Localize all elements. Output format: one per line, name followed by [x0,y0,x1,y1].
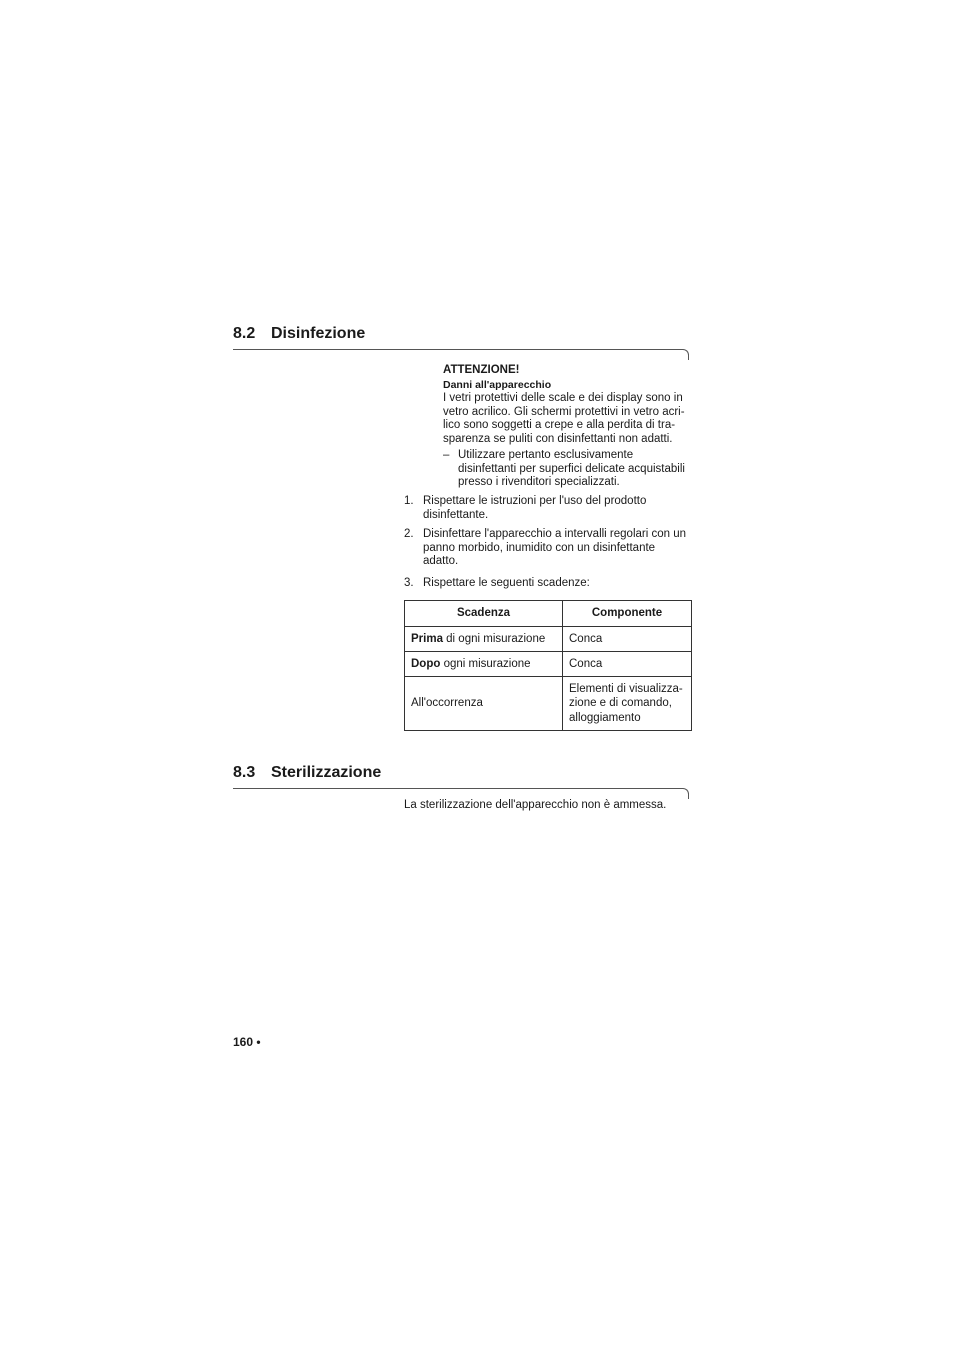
section-heading-disinfection [233,325,365,343]
step-text [423,528,694,569]
step-text [423,495,694,522]
section-rule [233,788,682,789]
step-number: 3. [404,577,414,589]
cell-line: alloggiamento [569,711,641,724]
step-line: disinfettante. [423,508,489,521]
dash-item-text [458,449,693,490]
section-number: 8.2 [233,325,256,342]
section-title: Sterilizzazione [271,764,382,781]
table-cell: Conca [563,627,692,652]
warning-line: lico sono soggetti a crepe e alla perdita di tra- [443,419,676,432]
step-line: Disinfettare l'apparecchio a intervalli regolari con un [423,528,687,540]
section-rule-corner [682,788,689,799]
cell-text: di ogni misurazione [442,632,546,645]
cell-bold: Prima [411,632,443,645]
table-cell: Conca [563,652,692,677]
step-number: 2. [404,528,414,540]
dash-bullet: – [443,449,450,461]
dash-item-line: Utilizzare pertanto esclusivamente [458,449,634,461]
table-cell [405,627,563,652]
cell-line: Elementi di visualizza- [569,682,683,695]
section-heading-sterilization [233,764,381,782]
warning-title: ATTENZIONE! [443,364,520,376]
warning-line: vetro acrilico. Gli schermi protettivi in vetro acri- [443,405,685,418]
step-line: panno morbido, inumidito con un disinfettante [423,541,656,554]
table-header: Scadenza [405,601,563,627]
cell-bold: Dopo [411,657,441,670]
step-line: Rispettare le seguenti scadenze: [423,577,590,589]
warning-subtitle: Danni all'apparecchio [443,379,552,391]
table-row [405,627,692,652]
section-title: Disinfezione [271,325,366,342]
table-header: Componente [563,601,692,627]
section-rule [233,349,682,350]
dash-item-line: presso i rivenditori specializzati. [458,476,620,489]
section-rule-corner [682,349,689,360]
cell-text: ogni misurazione [440,657,531,670]
step-text [423,577,694,591]
table-cell [405,652,563,677]
section-number: 8.3 [233,764,256,781]
dash-item-line: disinfettanti per superfici delicate acquistabili [458,462,685,475]
step-number: 1. [404,495,414,507]
step-line: adatto. [423,555,459,568]
cell-line: zione e di comando, [569,697,672,710]
warning-line: sparenza se puliti con disinfettanti non adatti. [443,432,673,445]
warning-line: I vetri protettivi delle scale e dei display sono in [443,392,683,404]
sterilization-note: La sterilizzazione dell'apparecchio non è ammessa. [404,799,667,811]
table-row [405,677,692,731]
warning-body [443,392,693,446]
table-header-row [405,601,692,627]
page-number: 160 • [233,1035,261,1049]
table-row [405,652,692,677]
table-cell: All'occorrenza [405,677,563,731]
table-cell [563,677,692,731]
step-line: Rispettare le istruzioni per l'uso del prodotto [423,495,647,507]
deadline-table [404,600,692,731]
